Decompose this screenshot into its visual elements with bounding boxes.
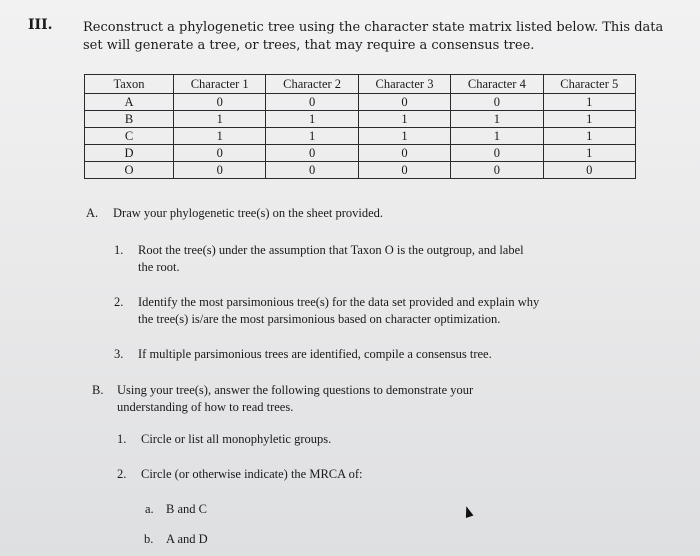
cell: 1 bbox=[358, 111, 450, 128]
cell: D bbox=[85, 145, 174, 162]
part-b-line1: Using your tree(s), answer the following questions to demonstrate your bbox=[117, 383, 474, 397]
cell: 0 bbox=[451, 162, 543, 179]
cell: 1 bbox=[266, 111, 358, 128]
cell: 0 bbox=[174, 145, 266, 162]
matrix-header-row bbox=[85, 75, 636, 94]
cell: 0 bbox=[174, 162, 266, 179]
section-number: III. bbox=[28, 17, 53, 33]
matrix-row-o bbox=[85, 162, 636, 179]
cell: 1 bbox=[451, 128, 543, 145]
cell: 1 bbox=[174, 111, 266, 128]
cell: C bbox=[85, 128, 174, 145]
cell: 1 bbox=[358, 128, 450, 145]
part-a-text: Draw your phylogenetic tree(s) on the sheet provided. bbox=[113, 206, 384, 220]
matrix-row-b bbox=[85, 111, 636, 128]
part-a-item-1-num: 1. bbox=[114, 243, 124, 257]
cell: 0 bbox=[174, 94, 266, 111]
matrix-row-a bbox=[85, 94, 636, 111]
header-character-1: Character 1 bbox=[174, 75, 266, 94]
part-b-line2: understanding of how to read trees. bbox=[117, 400, 294, 414]
character-state-matrix bbox=[84, 74, 636, 179]
part-b-subitem-a-letter: a. bbox=[145, 502, 154, 516]
header-character-2: Character 2 bbox=[266, 75, 358, 94]
part-a-label: A. bbox=[86, 206, 99, 220]
part-a-item-2-num: 2. bbox=[114, 295, 124, 309]
part-a-item-1-line1: Root the tree(s) under the assumption that Taxon O is the outgroup, and label bbox=[138, 243, 524, 257]
header-character-3: Character 3 bbox=[358, 75, 450, 94]
cell: 0 bbox=[358, 94, 450, 111]
cell: 0 bbox=[451, 145, 543, 162]
cell: 1 bbox=[266, 128, 358, 145]
part-a-item-3-num: 3. bbox=[114, 347, 124, 361]
cell: 0 bbox=[266, 145, 358, 162]
part-b-item-2-text: Circle (or otherwise indicate) the MRCA of: bbox=[141, 467, 363, 481]
header-character-5: Character 5 bbox=[543, 75, 635, 94]
part-b-subitem-b-text: A and D bbox=[166, 532, 208, 546]
cell: B bbox=[85, 111, 174, 128]
part-b-label: B. bbox=[92, 383, 104, 397]
header-character-4: Character 4 bbox=[451, 75, 543, 94]
part-a-item-2-line2: the tree(s) is/are the most parsimonious based on character optimization. bbox=[138, 312, 501, 326]
cell: 0 bbox=[266, 162, 358, 179]
cell: 0 bbox=[543, 162, 635, 179]
cell: 0 bbox=[358, 145, 450, 162]
cell: 0 bbox=[266, 94, 358, 111]
cell: 1 bbox=[543, 111, 635, 128]
cell: 0 bbox=[451, 94, 543, 111]
cell: O bbox=[85, 162, 174, 179]
cell: 1 bbox=[451, 111, 543, 128]
cell: 1 bbox=[543, 128, 635, 145]
cell: 1 bbox=[174, 128, 266, 145]
cell: 1 bbox=[543, 94, 635, 111]
part-b-item-1-num: 1. bbox=[117, 432, 127, 446]
mouse-cursor-icon bbox=[462, 505, 473, 518]
part-a-item-1-line2: the root. bbox=[138, 260, 180, 274]
part-a-item-2-line1: Identify the most parsimonious tree(s) for the data set provided and explain why bbox=[138, 295, 540, 309]
header-taxon: Taxon bbox=[85, 75, 174, 94]
part-b-subitem-b-letter: b. bbox=[144, 532, 154, 546]
part-b-item-1-text: Circle or list all monophyletic groups. bbox=[141, 432, 332, 446]
part-a-item-3-line1: If multiple parsimonious trees are identified, compile a consensus tree. bbox=[138, 347, 492, 361]
part-b-item-2-num: 2. bbox=[117, 467, 127, 481]
matrix-row-d bbox=[85, 145, 636, 162]
cell: 0 bbox=[358, 162, 450, 179]
cell: 1 bbox=[543, 145, 635, 162]
intro-line-2: set will generate a tree, or trees, that may require a consensus tree. bbox=[83, 38, 535, 53]
part-b-subitem-a-text: B and C bbox=[166, 502, 207, 516]
matrix-row-c bbox=[85, 128, 636, 145]
cell: A bbox=[85, 94, 174, 111]
intro-line-1: Reconstruct a phylogenetic tree using the character state matrix listed below. This data bbox=[83, 20, 664, 35]
